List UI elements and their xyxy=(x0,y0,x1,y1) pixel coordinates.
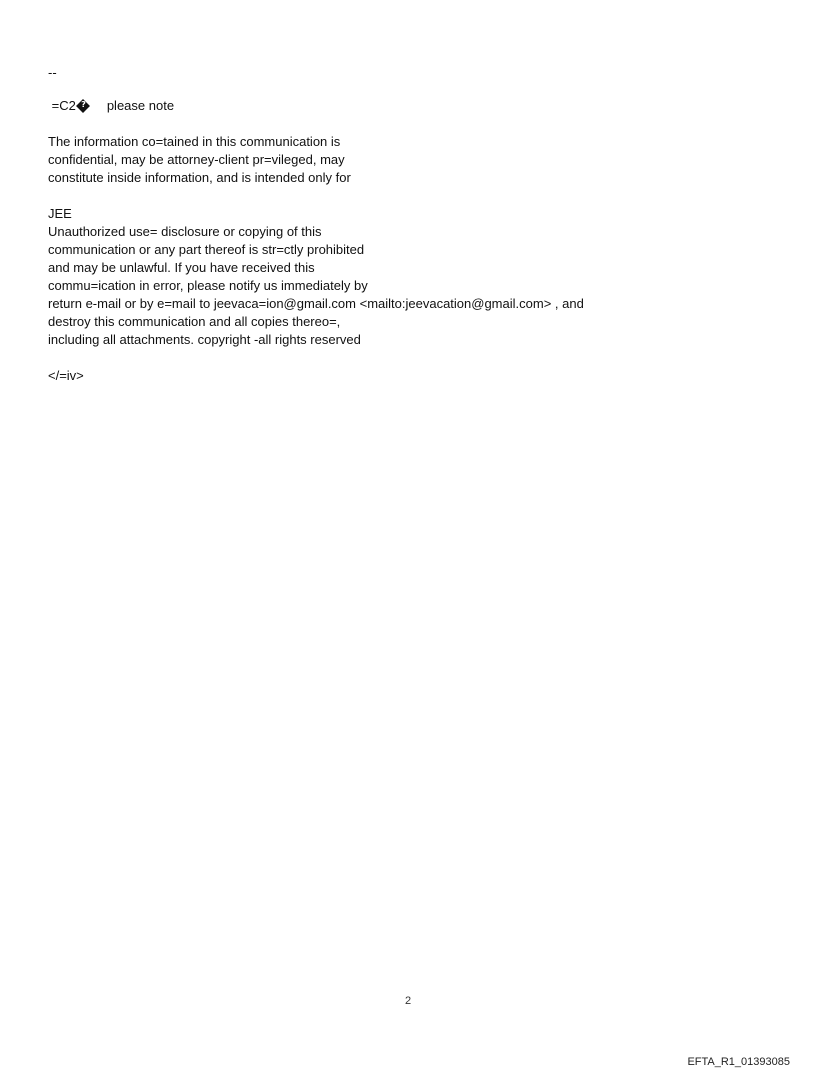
paragraph-line: constitute inside information, and is intended only for xyxy=(48,170,351,185)
note-text: please note xyxy=(106,98,175,113)
paragraph-line: commu=ication in error, please notify us immediately by xyxy=(48,278,368,293)
document-id: EFTA_R1_01393085 xyxy=(687,1056,790,1068)
paragraph-line: including all attachments. copyright -all rights reserved xyxy=(48,332,361,347)
recipient-name: JEE xyxy=(48,206,72,221)
confidentiality-paragraph xyxy=(48,133,748,187)
page-number: 2 xyxy=(404,995,412,1007)
separator-line: -- xyxy=(48,65,57,80)
paragraph-line: confidential, may be attorney-client pr=vileged, may xyxy=(48,152,345,167)
paragraph-line: communication or any part thereof is str=ctly prohibited xyxy=(48,242,365,257)
spacer xyxy=(48,187,748,205)
replacement-character-icon xyxy=(76,99,90,113)
spacer xyxy=(48,82,748,97)
paragraph-line: Unauthorized use= disclosure or copying of this xyxy=(48,224,322,239)
encoded-prefix: =C2 xyxy=(48,98,76,113)
note-line xyxy=(48,97,748,115)
email-disclaimer xyxy=(48,64,748,385)
unauthorized-use-paragraph xyxy=(48,223,748,349)
paragraph-line: and may be unlawful. If you have received this xyxy=(48,260,315,275)
spacer xyxy=(48,349,748,367)
paragraph-line: The information co=tained in this communication is xyxy=(48,134,341,149)
paragraph-line-with-email: return e-mail or by e=mail to jeevaca=ion@gmail.com <mailto:jeevacation@gmail.com> , and xyxy=(48,296,584,311)
spacer xyxy=(48,115,748,133)
closing-tag: </=iv> xyxy=(48,368,84,383)
paragraph-line: destroy this communication and all copies thereo=, xyxy=(48,314,341,329)
